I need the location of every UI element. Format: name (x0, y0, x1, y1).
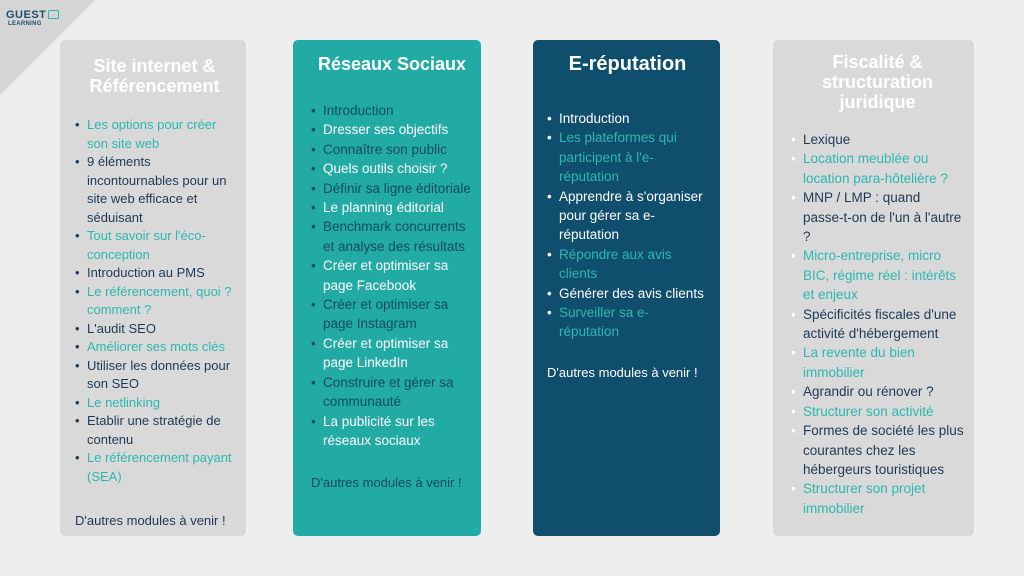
module-list-item: • Lexique (791, 130, 964, 149)
more-modules-note: D'autres modules à venir ! (547, 364, 698, 380)
guest-learning-logo (6, 10, 59, 27)
module-list-item: • Les options pour créer son site web (75, 116, 234, 153)
card-title: Fiscalité & structuration juridique (821, 52, 933, 112)
logo-text-guest: GUEST (6, 9, 47, 21)
module-list-item: • Le référencement, quoi ? comment ? (75, 283, 234, 320)
module-list-item: • Formes de société les plus courantes chez les hébergeurs touristiques (791, 421, 964, 479)
module-list-item: • 9 éléments incontournables pour un site web efficace et séduisant (75, 153, 234, 227)
module-list-item: • Dresser ses objectifs (311, 120, 473, 139)
module-list-item: • Etablir une stratégie de contenu (75, 412, 234, 449)
module-list-item: • Structurer son activité (791, 402, 964, 421)
module-list (75, 116, 234, 486)
module-list-item: • Créer et optimiser sa page Instagram (311, 295, 473, 334)
more-modules-note: D'autres modules à venir ! (311, 475, 462, 491)
module-list (791, 130, 964, 518)
module-list-item: • Introduction (311, 101, 473, 120)
module-list-item: • Quels outils choisir ? (311, 159, 473, 178)
module-list-item: • L'audit SEO (75, 320, 234, 339)
module-list-item: • Créer et optimiser sa page LinkedIn (311, 334, 473, 373)
module-list-item: • Micro-entreprise, micro BIC, régime réel : intérêts et enjeux (791, 246, 964, 304)
module-list-item: • La publicité sur les réseaux sociaux (311, 412, 473, 451)
graduation-cap-icon (48, 10, 59, 19)
module-list-item: • Spécificités fiscales d'une activité d'hébergement (791, 305, 964, 344)
module-card-fiscalite (773, 40, 974, 536)
module-list (547, 109, 708, 342)
module-list-item: • Apprendre à s'organiser pour gérer sa e-réputation (547, 187, 708, 245)
module-list-item: • Introduction au PMS (75, 264, 234, 283)
module-card-reseaux-sociaux (293, 40, 481, 536)
module-list-item: • MNP / LMP : quand passe-t-on de l'un à l'autre ? (791, 188, 964, 246)
module-card-site-internet (60, 40, 246, 536)
module-list-item: • Répondre aux avis clients (547, 245, 708, 284)
module-list-item: • Benchmark concurrents et analyse des résultats (311, 217, 473, 256)
card-title: Site internet & Référencement (89, 56, 220, 96)
module-list-item: • Définir sa ligne éditoriale (311, 179, 473, 198)
module-list-item: • Tout savoir sur l'éco-conception (75, 227, 234, 264)
module-list-item: • Améliorer ses mots clés (75, 338, 234, 357)
module-list-item: • Générer des avis clients (547, 284, 708, 303)
module-list (311, 101, 473, 450)
module-list-item: • Location meublée ou location para-hôtelière ? (791, 149, 964, 188)
module-list-item: • La revente du bien immobilier (791, 343, 964, 382)
module-list-item: • Les plateformes qui participent à l'e-réputation (547, 128, 708, 186)
module-list-item: • Le planning éditorial (311, 198, 473, 217)
more-modules-note: D'autres modules à venir ! (75, 513, 226, 528)
module-card-e-reputation (533, 40, 720, 536)
module-list-item: • Agrandir ou rénover ? (791, 382, 964, 401)
card-title: E-réputation (568, 53, 687, 75)
module-list-item: • Surveiller sa e-réputation (547, 303, 708, 342)
module-list-item: • Le référencement payant (SEA) (75, 449, 234, 486)
module-list-item: • Construire et gérer sa communauté (311, 373, 473, 412)
logo-text-learning: LEARNING (8, 21, 42, 27)
module-list-item: • Structurer son projet immobilier (791, 479, 964, 518)
module-list-item: • Le netlinking (75, 394, 234, 413)
module-list-item: • Introduction (547, 109, 708, 128)
module-list-item: • Utiliser les données pour son SEO (75, 357, 234, 394)
card-title: Réseaux Sociaux (317, 54, 467, 74)
module-list-item: • Connaître son public (311, 140, 473, 159)
module-list-item: • Créer et optimiser sa page Facebook (311, 256, 473, 295)
